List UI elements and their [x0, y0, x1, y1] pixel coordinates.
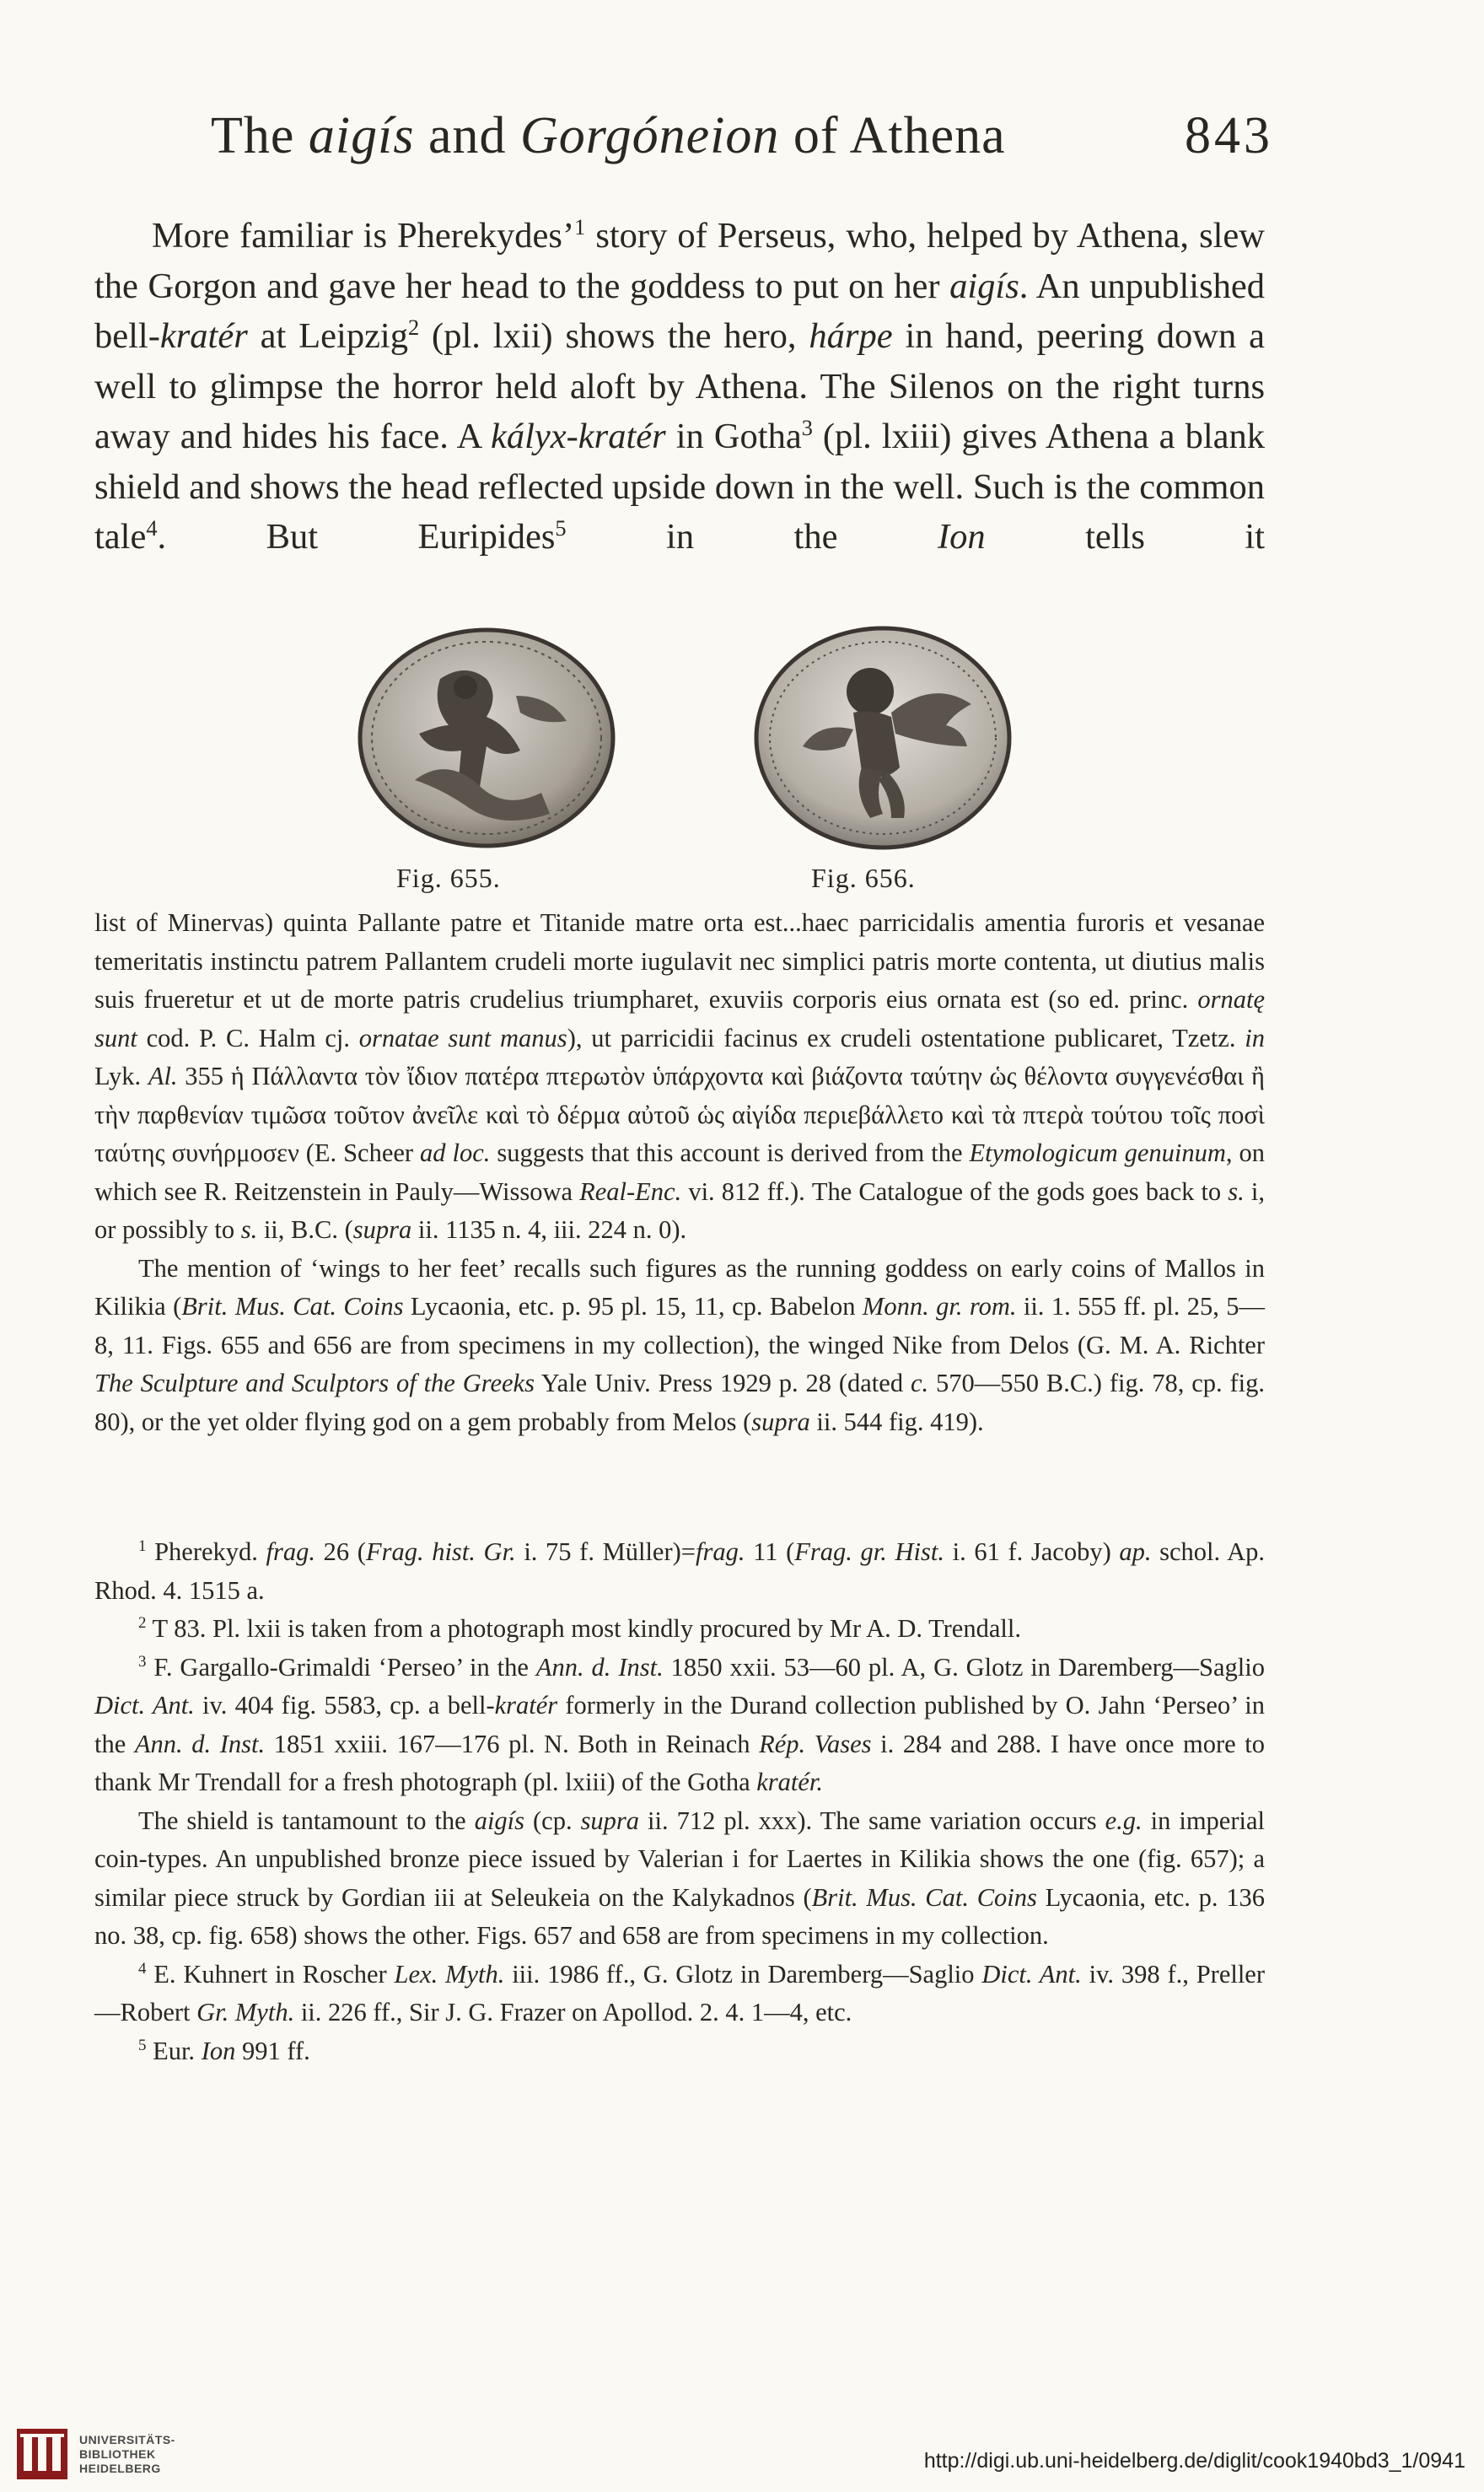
text: in the: [566, 517, 938, 557]
text: story of Perseus, who, helped by Athena, slew the Gorgon and gave her head to the goddess to put on her: [94, 216, 1265, 306]
text: cod. P. C. Halm cj.: [137, 1023, 359, 1052]
text: T 83. Pl. lxii is taken from a photograph most kindly procured by Mr A. D. Trendall.: [146, 1614, 1021, 1643]
italic-term: supra: [580, 1806, 640, 1835]
text: The mention of ‘wings to her feet’ recalls such figures as the running goddess on early coins of Mallos in Kilikia (: [94, 1253, 1265, 1321]
italic-term: ornatae sunt manus: [358, 1023, 567, 1052]
italic-term: Dict. Ant.: [981, 1959, 1082, 1989]
footnote-ref[interactable]: 1: [574, 214, 586, 240]
footnote-number: 1: [138, 1537, 147, 1555]
italic-term: in: [1245, 1023, 1265, 1052]
text: Eur.: [146, 2036, 202, 2065]
italic-term: ap.: [1119, 1537, 1152, 1566]
text: E. Kuhnert in Roscher: [146, 1959, 395, 1989]
title-gorgoneion: Gorgóneion: [520, 107, 780, 164]
text: The shield is tantamount to the: [138, 1806, 475, 1835]
text: i. 75 f. Müller)=: [515, 1537, 696, 1566]
italic-term: kratér: [159, 316, 248, 356]
continued-footnote-text: [94, 904, 1265, 1441]
paragraph: [94, 211, 1265, 562]
footnote-number: 2: [138, 1613, 147, 1632]
footnote-ref[interactable]: 3: [801, 415, 813, 440]
italic-term: Ion: [201, 2036, 236, 2065]
text: vi. 812 ff.). The Catalogue of the gods goes back to: [681, 1176, 1229, 1206]
footer-bar: [0, 2420, 1484, 2492]
text: i, or possibly to: [94, 1176, 1265, 1244]
footnote-ref[interactable]: 2: [408, 315, 420, 340]
text: ii, B.C. (: [257, 1215, 353, 1244]
italic-term: kratér: [494, 1691, 558, 1720]
text: (pl. lxiii) gives Athena a blank shield and shows the head reflected upside down in the well. Such is the common tale: [94, 417, 1265, 557]
library-name-line: BIBLIOTHEK: [79, 2446, 156, 2461]
continuation-paragraph: [94, 904, 1265, 1250]
italic-term: Monn. gr. rom.: [862, 1292, 1017, 1321]
title-text: of Athena: [779, 107, 1006, 164]
italic-term: Real-Enc.: [579, 1176, 682, 1206]
text: (pl. lxii) shows the hero,: [419, 316, 809, 356]
italic-term: Lex. Myth.: [394, 1959, 505, 1989]
footnote-3-continued: [94, 1802, 1265, 1956]
text: . But Euripides: [157, 517, 556, 557]
footnote-ref[interactable]: 5: [555, 515, 567, 541]
library-name-line: HEIDELBERG: [79, 2461, 161, 2475]
text: 991 ff.: [235, 2036, 310, 2065]
footnote-number: 4: [138, 1959, 147, 1978]
title-text: The: [211, 107, 309, 164]
italic-term: frag.: [695, 1537, 745, 1566]
italic-term: Brit. Mus. Cat. Coins: [181, 1292, 404, 1321]
italic-term: Dict. Ant.: [94, 1691, 195, 1720]
text: More familiar is Pherekydes’: [152, 216, 575, 256]
library-logo[interactable]: [15, 2427, 175, 2481]
running-head: [211, 107, 1273, 164]
italic-term: s.: [240, 1215, 258, 1244]
text: suggests that this account is derived from the: [490, 1138, 970, 1167]
italic-term: aigís: [474, 1806, 525, 1835]
footnotes: [94, 1533, 1265, 2070]
text: Pherekyd.: [146, 1537, 266, 1566]
text: (cp.: [524, 1806, 581, 1835]
italic-term: Etymologicum genuinum: [969, 1138, 1226, 1167]
text: Yale Univ. Press 1929 p. 28 (dated: [534, 1369, 911, 1397]
italic-term: ad loc.: [420, 1138, 491, 1167]
footnote-2: [94, 1610, 1265, 1649]
text: schol. Ap. Rhod. 4. 1515 a.: [94, 1537, 1266, 1605]
footnote-5: [94, 2032, 1265, 2071]
italic-term: supra: [751, 1407, 810, 1436]
italic-term: Gr. Myth.: [196, 1998, 295, 2026]
source-url-link[interactable]: http://digi.ub.uni-heidelberg.de/diglit/cook1940bd3_1/0941: [923, 2449, 1465, 2473]
coin-winged-figure-icon: [744, 620, 1022, 856]
text: 355 ἡ Πάλλαντα τὸν ἴδιον πατέρα πτερωτὸν ὑπάρχοντα καὶ βιάζοντα ταύτην ὡς θέλοντα συγγενέσθαι ἢ τὴν παρθενίαν τιμῶσα τοῦτον ἀνεῖλε καὶ τὸ δέρμα αὐτοῦ ὡς αἰγίδα περιεβάλλετο καὶ τὰ πτερὰ τούτου τοῖς ποσὶ ταύτης συνήρμοσεν (E. Scheer: [94, 1062, 1265, 1167]
library-name-line: UNIVERSITÄTS-: [79, 2432, 175, 2446]
italic-term: s.: [1228, 1176, 1245, 1206]
italic-term: Rép. Vases: [759, 1729, 872, 1758]
italic-term: frag.: [266, 1537, 316, 1566]
page-number: 843: [1185, 107, 1273, 164]
text: 1851 xxiii. 167—176 pl. N. Both in Reinach: [265, 1729, 760, 1758]
text: in hand, peering down a well to glimpse the horror held aloft by Athena. The Silenos on the right turns away and hides his face. A: [94, 316, 1265, 456]
title-aigis: aigís: [308, 107, 415, 164]
italic-term: hárpe: [809, 316, 893, 356]
italic-term: Frag. gr. Hist.: [794, 1537, 944, 1566]
italic-term: c.: [910, 1369, 929, 1397]
text: in Gotha: [665, 417, 802, 456]
text: formerly in the Durand collection published by O. Jahn ‘Perseo’ in the: [94, 1691, 1265, 1758]
italic-term: e.g.: [1105, 1806, 1143, 1835]
main-paragraph: [94, 211, 1265, 562]
text: 11 (: [745, 1537, 795, 1566]
italic-term: ornatę sunt: [94, 985, 1265, 1052]
figure-656: [744, 620, 1022, 856]
text: ii. 544 fig. 419).: [809, 1407, 984, 1436]
figure-caption-655: Fig. 655.: [396, 863, 501, 893]
continuation-paragraph: [94, 1250, 1265, 1442]
text: F. Gargallo-Grimaldi ‘Perseo’ in the: [146, 1652, 536, 1682]
text: 570—550 B.C.) fig. 78, cp. fig. 80), or the yet older flying god on a gem probably from Melos (: [94, 1369, 1265, 1436]
footnote-number: 5: [138, 2036, 147, 2054]
italic-term: Ann. d. Inst.: [134, 1729, 266, 1758]
text: ii. 1. 555 ff. pl. 25, 5—8, 11. Figs. 655 and 656 are from specimens in my collection), the winged Nike from Delos (G. M. A. Richter: [94, 1292, 1265, 1359]
italic-term: aigís: [949, 266, 1019, 306]
text: Lycaonia, etc. p. 136 no. 38, cp. fig. 658) shows the other. Figs. 657 and 658 are from specimens in my collection.: [94, 1882, 1265, 1950]
italic-term: Al.: [148, 1062, 178, 1090]
text: ii. 712 pl. xxx). The same variation occurs: [639, 1806, 1105, 1835]
library-name: [79, 2433, 175, 2476]
library-seal-icon: [15, 2427, 69, 2481]
italic-term: kályx-kratér: [491, 417, 666, 456]
italic-term: The Sculpture and Sculptors of the Greeks: [94, 1369, 535, 1397]
figure-caption-656: Fig. 656.: [811, 863, 916, 893]
text: iv. 398 f., Preller—Robert: [94, 1959, 1265, 2026]
italic-term: kratér.: [756, 1768, 824, 1796]
text: i. 284 and 288. I have once more to thank Mr Trendall for a fresh photograph (pl. lxiii) of the Gotha: [94, 1729, 1265, 1796]
footnote-number: 3: [138, 1652, 147, 1671]
italic-term: Frag. hist. Gr.: [365, 1537, 516, 1566]
figure-655: [347, 620, 626, 856]
text: iii. 1986 ff., G. Glotz in Daremberg—Saglio: [504, 1959, 982, 1989]
italic-term: Brit. Mus. Cat. Coins: [811, 1882, 1037, 1912]
text: . An unpublished bell-: [94, 266, 1265, 356]
italic-term: Ion: [937, 517, 986, 557]
text: , on which see R. Reitzenstein in Pauly—Wissowa: [94, 1138, 1266, 1206]
text: i. 61 f. Jacoby): [944, 1537, 1120, 1566]
text: 1850 xxii. 53—60 pl. A, G. Glotz in Daremberg—Saglio: [663, 1652, 1266, 1682]
text: 26 (: [315, 1537, 366, 1566]
text: at Leipzig: [247, 316, 408, 356]
text: Lycaonia, etc. p. 95 pl. 15, 11, cp. Babelon: [403, 1292, 863, 1321]
italic-term: Ann. d. Inst.: [535, 1652, 664, 1682]
italic-term: supra: [352, 1215, 412, 1244]
footnote-1: [94, 1533, 1265, 1610]
text: in imperial coin-types. An unpublished bronze piece issued by Valerian i for Laertes in Kilikia shows the one (fig. 657); a similar piece struck by Gordian iii at Seleukeia on the Kalykadnos (: [94, 1806, 1265, 1912]
footnote-3: [94, 1649, 1265, 1802]
footnote-4: [94, 1956, 1265, 2032]
coin-nike-icon: [347, 620, 626, 856]
figures-row: [94, 620, 1265, 907]
text: ii. 1135 n. 4, iii. 224 n. 0).: [411, 1215, 687, 1244]
text: Lyk.: [94, 1062, 148, 1090]
text: ), ut parricidii facinus ex crudeli ostentatione publicaret, Tzetz.: [567, 1023, 1245, 1052]
text: tells it: [985, 517, 1265, 557]
page-title: [211, 107, 1006, 164]
title-text: and: [414, 107, 521, 164]
footnote-ref[interactable]: 4: [146, 515, 158, 541]
text: list of Minervas) quinta Pallante patre et Titanide matre orta est...haec parricidalis amentia furoris et vesanae temeritatis instinctu patrem Pallantem crudeli morte iugulavit nec simplici patris morte contenta, ut diutius malis suis frueretur et ut de morte patris crudelius triumpharet, exuviis corporis eius ornata est (so ed. princ.: [94, 908, 1265, 1014]
text: ii. 226 ff., Sir J. G. Frazer on Apollod. 2. 4. 1—4, etc.: [294, 1998, 852, 2026]
text: iv. 404 fig. 5583, cp. a bell-: [194, 1691, 495, 1720]
